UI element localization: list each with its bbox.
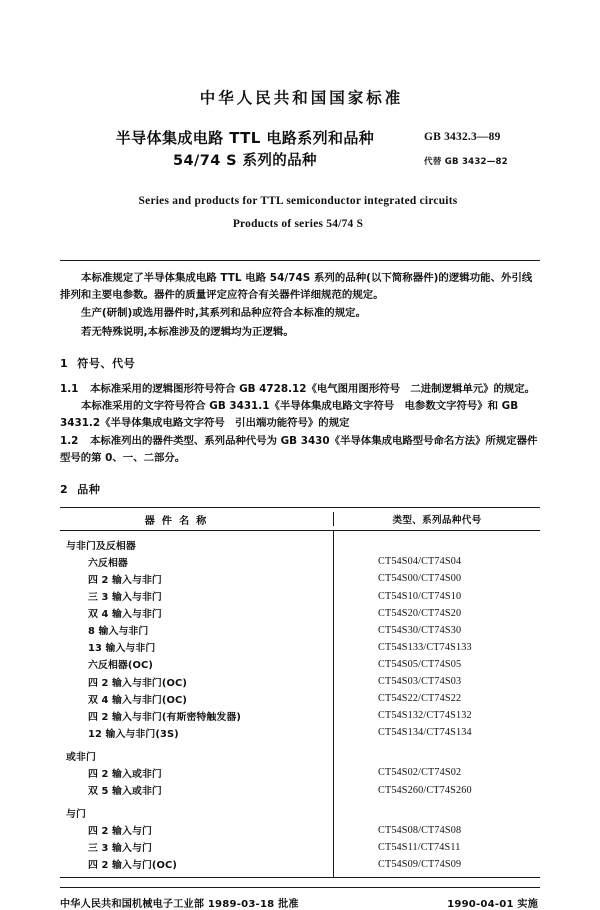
masthead (60, 0, 540, 230)
table-row (60, 656, 540, 673)
table-row (60, 764, 540, 781)
device-name-cell: 与门 (66, 809, 86, 821)
device-name-cell: 双 4 输入与非门 (88, 609, 162, 621)
header-divider-rule (60, 260, 540, 261)
table-header-row (60, 508, 540, 531)
english-subtitle: Products of series 54/74 S (232, 217, 364, 230)
clause-1-2 (60, 433, 540, 468)
clause-1-1-number: 1.1 (60, 382, 79, 395)
table-row (60, 724, 540, 741)
section-1-title: 符号、代号 (77, 356, 136, 370)
device-name-cell: 四 2 输入或非门 (88, 768, 162, 780)
device-name-cell: 与非门及反相器 (66, 540, 136, 552)
section-2-number: 2 (60, 483, 69, 497)
document-title-line-1: 半导体集成电路 TTL 电路系列和品种 (115, 129, 375, 147)
type-code-cell: CT54S03/CT74S03 (378, 676, 462, 688)
standard-number: GB 3432.3—89 (424, 131, 501, 143)
type-code-cell: CT54S133/CT74S133 (378, 641, 472, 653)
table-body (60, 531, 540, 878)
type-code-cell: CT54S09/CT74S09 (378, 858, 462, 870)
device-name-cell: 四 2 输入与门(OC) (88, 860, 177, 872)
device-name-cell: 三 3 输入与门 (88, 843, 152, 855)
table-row (60, 622, 540, 639)
table-row (60, 553, 540, 570)
device-name-cell: 13 输入与非门 (88, 643, 156, 655)
document-title-line-2: 54/74 S 系列的品种 (173, 152, 317, 169)
table-row (60, 822, 540, 839)
device-name-cell: 四 2 输入与门 (88, 826, 152, 838)
table-header-type-code: 类型、系列品种代号 (333, 512, 540, 526)
footer-approval-text: 中华人民共和国机械电子工业部 1989-03-18 批准 (60, 899, 299, 910)
type-code-cell: CT54S20/CT74S20 (378, 607, 462, 619)
standard-supersedes: 代替 GB 3432—82 (424, 157, 508, 167)
title-block (60, 127, 540, 172)
table-row (60, 690, 540, 707)
type-code-cell: CT54S132/CT74S132 (378, 710, 472, 722)
section-heading-1 (60, 355, 540, 371)
footer-effective-text: 1990-04-01 实施 (447, 899, 538, 910)
device-name-cell: 或非门 (66, 751, 96, 763)
device-name-cell: 双 5 输入或非门 (88, 786, 162, 798)
national-standard-title: 中华人民共和国国家标准 (199, 89, 404, 107)
table-row (60, 588, 540, 605)
type-code-cell: CT54S02/CT74S02 (378, 767, 462, 779)
section-heading-2 (60, 481, 540, 497)
type-code-cell: CT54S134/CT74S134 (378, 727, 472, 739)
clause-1-2-number: 1.2 (60, 434, 79, 447)
device-name-cell: 四 2 输入与非门 (88, 574, 162, 586)
table-row (60, 782, 540, 799)
table-group-row (60, 805, 540, 822)
table-row (60, 707, 540, 724)
intro-paragraph-1: 本标准规定了半导体集成电路 TTL 电路 54/74S 系列的品种(以下简称器件)的逻辑功能、外引线排列和主要电参数。器件的质量评定应符合有关器件详细规范的规定。 (60, 271, 533, 302)
device-name-cell: 四 2 输入与非门(有斯密特触发器) (88, 711, 241, 723)
type-code-cell: CT54S00/CT74S00 (378, 573, 462, 585)
table-row (60, 605, 540, 622)
device-name-cell: 8 输入与非门 (88, 626, 149, 638)
device-name-cell: 12 输入与非门(3S) (88, 728, 179, 740)
products-table (60, 507, 540, 878)
clause-1-1 (60, 381, 540, 398)
type-code-cell: CT54S22/CT74S22 (378, 693, 462, 705)
standard-code-block (424, 131, 542, 167)
type-code-cell: CT54S04/CT74S04 (378, 556, 462, 568)
type-code-cell: CT54S10/CT74S10 (378, 590, 462, 602)
table-column-divider (333, 531, 334, 877)
footer-divider-rule (60, 887, 540, 888)
section-2-title: 品种 (77, 483, 101, 497)
device-name-cell: 六反相器(OC) (88, 660, 153, 672)
table-row (60, 839, 540, 856)
table-row (60, 673, 540, 690)
clause-1-1-continuation: 本标准采用的文字符号符合 GB 3431.1《半导体集成电路文字符号 电参数文字符号》和 GB 3431.2《半导体集成电路文字符号 引出端功能符号》的规定 (60, 400, 519, 430)
type-code-cell: CT54S11/CT74S11 (378, 841, 461, 853)
type-code-cell: CT54S05/CT74S05 (378, 658, 462, 670)
table-row (60, 570, 540, 587)
english-title: Series and products for TTL semiconductor integrated circuits (138, 194, 458, 207)
clause-1-1-text: 本标准采用的逻辑图形符号符合 GB 4728.12《电气图用图形符号 二进制逻辑单元》的规定。 (90, 382, 536, 395)
intro-paragraph-3: 若无特殊说明,本标准涉及的逻辑均为正逻辑。 (81, 325, 294, 338)
clause-1-2-text: 本标准列出的器件类型、系列品种代号为 GB 3430《半导体集成电路型号命名方法》所规定器件型号的第 0、一、二部分。 (60, 434, 538, 464)
table-row (60, 856, 540, 873)
table-group-row (60, 747, 540, 764)
type-code-cell: CT54S260/CT74S260 (378, 784, 472, 796)
table-row (60, 639, 540, 656)
device-name-cell: 四 2 输入与非门(OC) (88, 677, 187, 689)
type-code-cell: CT54S30/CT74S30 (378, 624, 462, 636)
page-footer (60, 895, 540, 910)
type-code-cell: CT54S08/CT74S08 (378, 824, 462, 836)
intro-paragraph-2: 生产(研制)或选用器件时,其系列和品种应符合本标准的规定。 (81, 307, 367, 320)
introduction (60, 270, 540, 341)
device-name-cell: 三 3 输入与非门 (88, 592, 162, 604)
device-name-cell: 双 4 输入与非门(OC) (88, 694, 187, 706)
device-name-cell: 六反相器 (88, 557, 128, 569)
table-group-row (60, 536, 540, 553)
section-1-number: 1 (60, 356, 69, 370)
table-header-device-name: 器件名称 (144, 515, 214, 527)
